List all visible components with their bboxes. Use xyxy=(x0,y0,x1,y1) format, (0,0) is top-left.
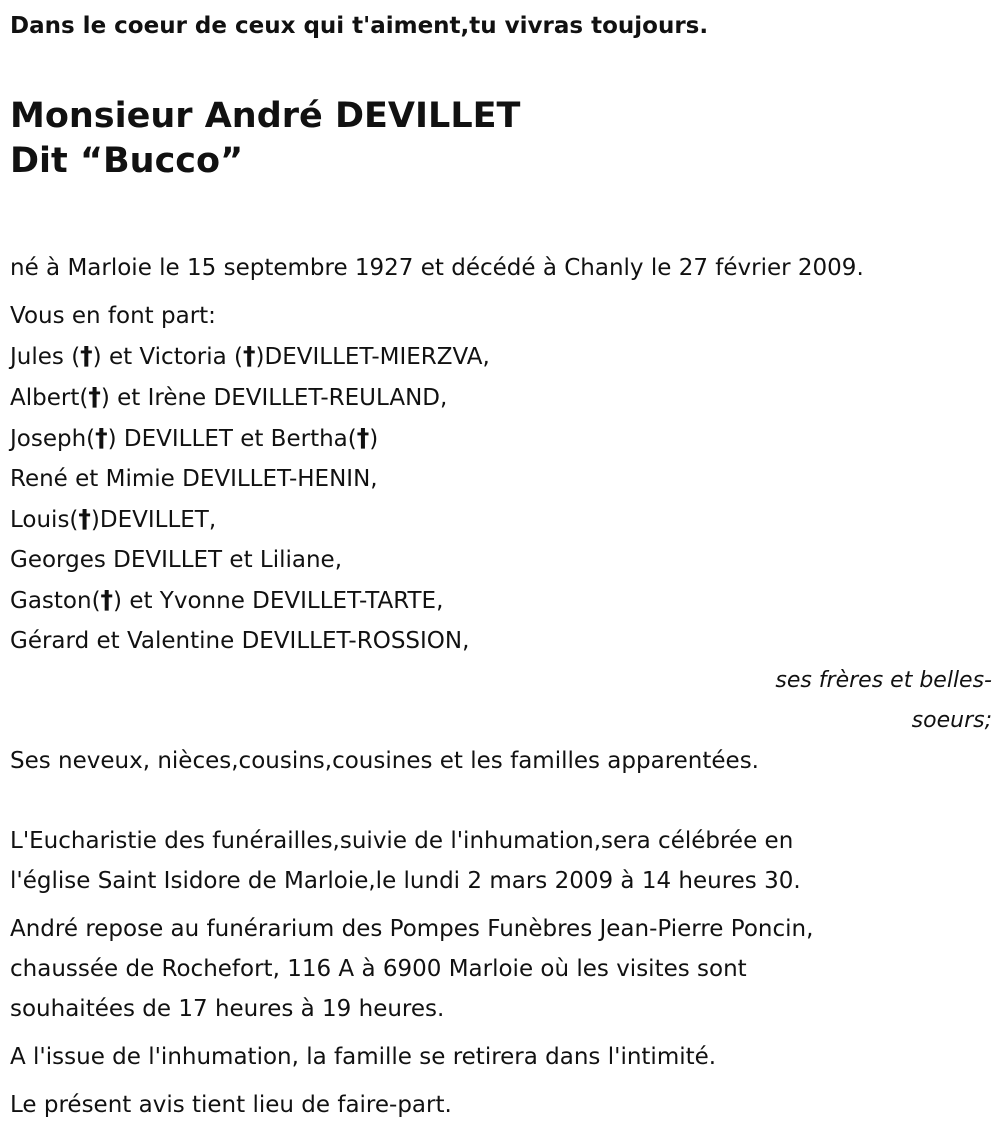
relatives-line: Ses neveux, nièces,cousins,cousines et les familles apparentées. xyxy=(10,748,759,774)
name-line-2: Dit “Bucco” xyxy=(10,141,244,181)
family-member-line: Albert(†) et Irène DEVILLET-REULAND, xyxy=(10,382,448,411)
birth-death-line: né à Marloie le 15 septembre 1927 et décédé à Chanly le 27 février 2009. xyxy=(10,255,864,281)
cross-icon: † xyxy=(78,504,91,533)
relation-label: ses frères et belles- soeurs; xyxy=(775,668,992,733)
epigraph: Dans le coeur de ceux qui t'aiment,tu vivras toujours. xyxy=(10,13,709,39)
family-member-line: Jules (†) et Victoria (†)DEVILLET-MIERZVA, xyxy=(10,341,490,370)
announce-intro: Vous en font part: xyxy=(10,303,216,329)
section-spacer xyxy=(10,781,992,821)
closing-line: Le présent avis tient lieu de faire-part. xyxy=(10,1092,452,1118)
repose-details: André repose au funérarium des Pompes Funèbres Jean-Pierre Poncin, chaussée de Rochefort, 116 A à 6900 Marloie où les visites sont souhaitées de 17 heures à 19 heures. xyxy=(10,916,814,1022)
cross-icon: † xyxy=(95,423,108,452)
family-member-line: Gaston(†) et Yvonne DEVILLET-TARTE, xyxy=(10,585,444,614)
cross-icon: † xyxy=(100,585,114,614)
family-list xyxy=(10,336,992,661)
deceased-name xyxy=(10,94,992,184)
family-member-line: Joseph(†) DEVILLET et Bertha(†) xyxy=(10,423,379,452)
obituary-notice xyxy=(10,10,992,1125)
intimacy-line: A l'issue de l'inhumation, la famille se retirera dans l'intimité. xyxy=(10,1044,717,1070)
family-member-line: Gérard et Valentine DEVILLET-ROSSION, xyxy=(10,628,470,654)
name-line-1: Monsieur André DEVILLET xyxy=(10,96,521,136)
cross-icon: † xyxy=(356,423,370,452)
cross-icon: † xyxy=(88,382,101,411)
family-member-line: Georges DEVILLET et Liliane, xyxy=(10,547,343,573)
family-member-line: René et Mimie DEVILLET-HENIN, xyxy=(10,466,378,492)
family-member-line: Louis(†)DEVILLET, xyxy=(10,504,217,533)
funeral-details: L'Eucharistie des funérailles,suivie de l'inhumation,sera célébrée en l'église Saint Isidore de Marloie,le lundi 2 mars 2009 à 14 heures 30. xyxy=(10,828,801,894)
cross-icon: † xyxy=(243,341,256,370)
cross-icon: † xyxy=(80,341,93,370)
